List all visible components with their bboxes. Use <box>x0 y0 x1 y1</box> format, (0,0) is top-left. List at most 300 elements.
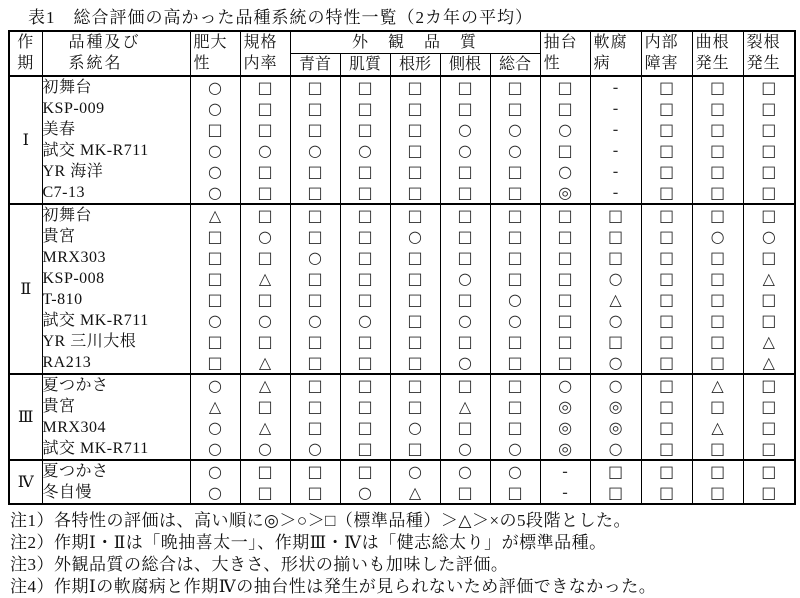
rating-cell: □ <box>390 204 440 226</box>
rating-cell: □ <box>540 226 590 247</box>
rating-cell: □ <box>290 482 340 504</box>
variety-name: 冬自慢 <box>42 482 190 504</box>
rating-cell: □ <box>641 182 692 204</box>
table-row <box>9 140 795 161</box>
rating-cell: □ <box>390 268 440 289</box>
rating-cell: - <box>540 482 590 504</box>
rating-cell: □ <box>490 268 540 289</box>
rating-cell: □ <box>340 438 390 460</box>
rating-cell: □ <box>440 331 490 352</box>
table-header <box>9 31 795 76</box>
rating-cell: □ <box>290 182 340 204</box>
rating-cell: ○ <box>190 417 240 438</box>
rating-cell: □ <box>240 76 290 98</box>
rating-cell: ○ <box>540 119 590 140</box>
period-group <box>9 204 795 374</box>
rating-cell: △ <box>190 396 240 417</box>
rating-cell: △ <box>440 396 490 417</box>
rating-cell: □ <box>340 204 390 226</box>
rating-cell: □ <box>692 204 743 226</box>
rating-cell: □ <box>340 396 390 417</box>
rating-cell: □ <box>540 352 590 374</box>
rating-cell: □ <box>290 161 340 182</box>
rating-cell: □ <box>390 140 440 161</box>
rating-cell: □ <box>743 417 795 438</box>
header-row-1 <box>9 31 795 54</box>
rating-cell: □ <box>743 119 795 140</box>
rating-cell: □ <box>490 417 540 438</box>
variety-name: KSP-009 <box>42 98 190 119</box>
rating-cell: □ <box>340 182 390 204</box>
rating-cell: □ <box>743 247 795 268</box>
col-header-internal-defect-line1: 内部 <box>644 34 679 51</box>
rating-cell: □ <box>240 460 290 482</box>
table-row <box>9 331 795 352</box>
rating-cell: ○ <box>440 310 490 331</box>
rating-cell: □ <box>440 161 490 182</box>
rating-cell: □ <box>692 460 743 482</box>
rating-cell: ○ <box>190 76 240 98</box>
rating-cell: □ <box>590 204 641 226</box>
col-header-standard-rate <box>240 31 290 76</box>
table-row <box>9 204 795 226</box>
variety-name: MRX304 <box>42 417 190 438</box>
rating-cell: □ <box>692 289 743 310</box>
col-header-bolting <box>540 31 590 76</box>
rating-cell: □ <box>743 204 795 226</box>
col-header-internal-defect <box>641 31 692 76</box>
rating-cell: □ <box>190 352 240 374</box>
rating-cell: □ <box>340 289 390 310</box>
rating-cell: △ <box>692 417 743 438</box>
rating-cell: □ <box>340 76 390 98</box>
rating-cell: □ <box>743 98 795 119</box>
variety-name: 試交 MK-R711 <box>42 438 190 460</box>
rating-cell: □ <box>641 161 692 182</box>
variety-name: 試交 MK-R711 <box>42 310 190 331</box>
rating-cell: □ <box>490 331 540 352</box>
rating-cell: ○ <box>490 438 540 460</box>
rating-cell: □ <box>340 331 390 352</box>
variety-name: 夏つかさ <box>42 374 190 396</box>
rating-cell: □ <box>240 247 290 268</box>
rating-cell: ○ <box>540 374 590 396</box>
rating-cell: □ <box>641 331 692 352</box>
col-header-bent-root-line1: 曲根 <box>695 34 730 51</box>
variety-name: YR 三川大根 <box>42 331 190 352</box>
rating-cell: □ <box>692 140 743 161</box>
rating-cell: - <box>590 119 641 140</box>
table-row <box>9 247 795 268</box>
col-header-standard-rate-line2: 内率 <box>243 55 278 72</box>
table-row <box>9 374 795 396</box>
rating-cell: ○ <box>290 310 340 331</box>
rating-cell: □ <box>692 98 743 119</box>
rating-cell: □ <box>340 98 390 119</box>
rating-cell: □ <box>240 98 290 119</box>
table-row <box>9 352 795 374</box>
rating-cell: ○ <box>692 226 743 247</box>
rating-cell: □ <box>692 396 743 417</box>
rating-cell: □ <box>490 482 540 504</box>
rating-cell: □ <box>240 204 290 226</box>
rating-cell: ○ <box>440 268 490 289</box>
rating-cell: □ <box>290 204 340 226</box>
col-header-soft-rot-line1: 軟腐 <box>593 34 628 51</box>
table-row <box>9 289 795 310</box>
rating-cell: ○ <box>190 161 240 182</box>
rating-cell: ○ <box>440 352 490 374</box>
rating-cell: □ <box>390 289 440 310</box>
rating-cell: □ <box>440 374 490 396</box>
rating-cell: □ <box>340 352 390 374</box>
col-header-split-root <box>743 31 795 76</box>
rating-cell: △ <box>743 268 795 289</box>
col-header-lateral-root: 側根 <box>440 54 490 77</box>
rating-cell: ○ <box>290 247 340 268</box>
col-header-internal-defect-line2: 障害 <box>644 55 679 72</box>
rating-cell: ◎ <box>590 396 641 417</box>
rating-cell: □ <box>490 226 540 247</box>
rating-cell: □ <box>590 331 641 352</box>
rating-cell: □ <box>490 352 540 374</box>
rating-cell: △ <box>590 289 641 310</box>
col-header-bolting-line1: 抽台 <box>543 34 578 51</box>
rating-cell: □ <box>692 76 743 98</box>
rating-cell: ○ <box>190 374 240 396</box>
rating-cell: □ <box>440 204 490 226</box>
rating-cell: △ <box>390 482 440 504</box>
period-label: Ⅰ <box>9 76 42 204</box>
rating-cell: □ <box>641 98 692 119</box>
rating-cell: □ <box>290 289 340 310</box>
rating-cell: □ <box>641 247 692 268</box>
rating-cell: ○ <box>240 226 290 247</box>
rating-cell: ○ <box>590 310 641 331</box>
rating-cell: □ <box>743 161 795 182</box>
rating-cell: □ <box>641 226 692 247</box>
rating-cell: ○ <box>490 310 540 331</box>
rating-cell: □ <box>490 374 540 396</box>
rating-cell: □ <box>290 331 340 352</box>
col-header-variety <box>42 31 190 76</box>
rating-cell: ○ <box>490 119 540 140</box>
rating-cell: □ <box>540 98 590 119</box>
table-row <box>9 482 795 504</box>
rating-cell: △ <box>743 352 795 374</box>
rating-cell: □ <box>440 417 490 438</box>
rating-cell: □ <box>390 161 440 182</box>
rating-cell: □ <box>290 76 340 98</box>
rating-cell: □ <box>641 204 692 226</box>
rating-cell: □ <box>390 310 440 331</box>
rating-cell: □ <box>240 289 290 310</box>
variety-name: T-810 <box>42 289 190 310</box>
rating-cell: □ <box>340 460 390 482</box>
col-header-enlargement <box>190 31 240 76</box>
rating-cell: - <box>590 140 641 161</box>
table-row <box>9 161 795 182</box>
rating-cell: □ <box>340 119 390 140</box>
rating-cell: ○ <box>190 98 240 119</box>
rating-cell: □ <box>490 161 540 182</box>
rating-cell: △ <box>240 374 290 396</box>
rating-cell: ◎ <box>540 182 590 204</box>
rating-cell: □ <box>390 182 440 204</box>
rating-cell: ○ <box>190 460 240 482</box>
rating-cell: □ <box>743 460 795 482</box>
table-row <box>9 417 795 438</box>
rating-cell: □ <box>540 76 590 98</box>
rating-cell: ○ <box>240 310 290 331</box>
variety-name: YR 海洋 <box>42 161 190 182</box>
page-title: 表1 総合評価の高かった品種系統の特性一覧（2カ年の平均） <box>28 8 533 27</box>
rating-cell: □ <box>340 226 390 247</box>
rating-cell: □ <box>390 352 440 374</box>
table-row <box>9 76 795 98</box>
rating-cell: □ <box>743 310 795 331</box>
table-row <box>9 119 795 140</box>
rating-cell: ○ <box>440 119 490 140</box>
rating-cell: □ <box>290 396 340 417</box>
rating-cell: □ <box>390 374 440 396</box>
rating-cell: □ <box>692 182 743 204</box>
rating-cell: □ <box>641 76 692 98</box>
rating-cell: □ <box>490 247 540 268</box>
rating-cell: □ <box>490 76 540 98</box>
rating-cell: □ <box>641 268 692 289</box>
rating-cell: □ <box>490 204 540 226</box>
table-row <box>9 182 795 204</box>
col-header-enlargement-line1: 肥大 <box>193 34 228 51</box>
rating-cell: □ <box>290 268 340 289</box>
rating-cell: △ <box>692 374 743 396</box>
rating-cell: □ <box>290 417 340 438</box>
col-header-bent-root <box>692 31 743 76</box>
rating-cell: - <box>590 161 641 182</box>
rating-cell: △ <box>240 417 290 438</box>
footnote: 注4）作期Ⅰの軟腐病と作期Ⅳの抽台性は発生が見られないため評価できなかった。 <box>10 577 657 596</box>
rating-cell: □ <box>692 482 743 504</box>
traits-table <box>8 30 796 505</box>
rating-cell: □ <box>340 374 390 396</box>
rating-cell: ○ <box>440 140 490 161</box>
col-header-soft-rot <box>590 31 641 76</box>
rating-cell: ○ <box>440 438 490 460</box>
table-row <box>9 310 795 331</box>
rating-cell: □ <box>641 374 692 396</box>
footnotes <box>8 510 795 598</box>
rating-cell: □ <box>540 140 590 161</box>
rating-cell: □ <box>290 374 340 396</box>
table-row <box>9 268 795 289</box>
period-label: Ⅲ <box>9 374 42 460</box>
col-header-standard-rate-line1: 規格 <box>243 34 278 51</box>
table-row <box>9 226 795 247</box>
rating-cell: □ <box>290 460 340 482</box>
rating-cell: ○ <box>590 352 641 374</box>
rating-cell: ○ <box>290 140 340 161</box>
rating-cell: □ <box>390 76 440 98</box>
rating-cell: □ <box>440 182 490 204</box>
rating-cell: □ <box>490 98 540 119</box>
table-row <box>9 396 795 417</box>
rating-cell: ○ <box>590 438 641 460</box>
rating-cell: □ <box>743 182 795 204</box>
footnote: 注1）各特性の評価は、高い順に◎＞○＞□（標準品種）＞△＞×の5段階とした。 <box>10 511 632 530</box>
rating-cell: △ <box>190 204 240 226</box>
variety-name: MRX303 <box>42 247 190 268</box>
rating-cell: □ <box>240 119 290 140</box>
rating-cell: ○ <box>590 374 641 396</box>
rating-cell: □ <box>340 247 390 268</box>
rating-cell: □ <box>190 331 240 352</box>
rating-cell: ○ <box>490 460 540 482</box>
rating-cell: □ <box>190 289 240 310</box>
col-header-split-root-line1: 裂根 <box>746 34 781 51</box>
rating-cell: □ <box>390 98 440 119</box>
rating-cell: □ <box>692 247 743 268</box>
rating-cell: □ <box>540 289 590 310</box>
rating-cell: □ <box>540 247 590 268</box>
rating-cell: □ <box>540 268 590 289</box>
period-group <box>9 76 795 204</box>
rating-cell: □ <box>390 247 440 268</box>
rating-cell: □ <box>692 161 743 182</box>
rating-cell: □ <box>190 247 240 268</box>
rating-cell: □ <box>390 119 440 140</box>
rating-cell: □ <box>190 268 240 289</box>
period-label: Ⅳ <box>9 460 42 504</box>
col-header-bent-root-line2: 発生 <box>695 55 730 72</box>
rating-cell: □ <box>390 438 440 460</box>
rating-cell: □ <box>641 417 692 438</box>
rating-cell: □ <box>743 438 795 460</box>
rating-cell: ○ <box>440 460 490 482</box>
col-header-variety-line2: 系統名 <box>68 55 123 72</box>
rating-cell: □ <box>641 460 692 482</box>
rating-cell: ○ <box>190 310 240 331</box>
rating-cell: □ <box>743 140 795 161</box>
rating-cell: □ <box>692 352 743 374</box>
rating-cell: □ <box>743 396 795 417</box>
rating-cell: □ <box>641 352 692 374</box>
rating-cell: - <box>540 460 590 482</box>
rating-cell: □ <box>692 331 743 352</box>
rating-cell: ◎ <box>540 396 590 417</box>
rating-cell: □ <box>190 226 240 247</box>
rating-cell: □ <box>641 289 692 310</box>
rating-cell: ○ <box>340 310 390 331</box>
variety-name: 試交 MK-R711 <box>42 140 190 161</box>
rating-cell: □ <box>440 247 490 268</box>
rating-cell: ○ <box>340 140 390 161</box>
rating-cell: □ <box>590 482 641 504</box>
rating-cell: ○ <box>290 438 340 460</box>
rating-cell: ○ <box>190 482 240 504</box>
rating-cell: □ <box>590 226 641 247</box>
rating-cell: □ <box>540 310 590 331</box>
variety-name: C7-13 <box>42 182 190 204</box>
rating-cell: □ <box>290 119 340 140</box>
rating-cell: □ <box>340 161 390 182</box>
variety-name: 貴宮 <box>42 226 190 247</box>
rating-cell: ○ <box>240 438 290 460</box>
variety-name: 初舞台 <box>42 76 190 98</box>
rating-cell: △ <box>240 352 290 374</box>
col-header-period-line2: 期 <box>17 55 35 72</box>
rating-cell: □ <box>290 352 340 374</box>
col-header-period-line1: 作 <box>17 34 35 51</box>
period-group <box>9 374 795 460</box>
rating-cell: ◎ <box>590 417 641 438</box>
rating-cell: □ <box>240 331 290 352</box>
rating-cell: □ <box>290 226 340 247</box>
rating-cell: □ <box>590 247 641 268</box>
rating-cell: □ <box>692 310 743 331</box>
period-label: Ⅱ <box>9 204 42 374</box>
table-row <box>9 460 795 482</box>
rating-cell: □ <box>490 182 540 204</box>
rating-cell: □ <box>743 374 795 396</box>
footnote: 注3）外観品質の総合は、大きさ、形状の揃いも加味した評価。 <box>10 555 509 574</box>
rating-cell: □ <box>440 226 490 247</box>
rating-cell: □ <box>440 98 490 119</box>
rating-cell: □ <box>340 268 390 289</box>
rating-cell: ○ <box>190 140 240 161</box>
col-header-green-neck: 青首 <box>290 54 340 77</box>
variety-name: RA213 <box>42 352 190 374</box>
rating-cell: □ <box>240 482 290 504</box>
rating-cell: □ <box>440 76 490 98</box>
rating-cell: □ <box>641 396 692 417</box>
rating-cell: □ <box>692 119 743 140</box>
rating-cell: □ <box>743 289 795 310</box>
rating-cell: - <box>590 98 641 119</box>
rating-cell: □ <box>490 396 540 417</box>
rating-cell: △ <box>240 268 290 289</box>
rating-cell: □ <box>641 438 692 460</box>
rating-cell: □ <box>590 460 641 482</box>
rating-cell: □ <box>641 140 692 161</box>
variety-name: 美春 <box>42 119 190 140</box>
col-header-variety-line1: 品種及び <box>68 34 141 51</box>
rating-cell: ○ <box>490 289 540 310</box>
rating-cell: ○ <box>490 140 540 161</box>
table-row <box>9 98 795 119</box>
rating-cell: ○ <box>390 460 440 482</box>
rating-cell: □ <box>340 417 390 438</box>
variety-name: 夏つかさ <box>42 460 190 482</box>
rating-cell: ○ <box>190 438 240 460</box>
rating-cell: ○ <box>390 226 440 247</box>
col-header-root-shape: 根形 <box>390 54 440 77</box>
rating-cell: - <box>590 182 641 204</box>
rating-cell: □ <box>240 161 290 182</box>
rating-cell: □ <box>390 396 440 417</box>
rating-cell: ○ <box>340 482 390 504</box>
rating-cell: □ <box>240 182 290 204</box>
rating-cell: □ <box>440 289 490 310</box>
rating-cell: □ <box>440 482 490 504</box>
rating-cell: □ <box>190 119 240 140</box>
rating-cell: ○ <box>390 417 440 438</box>
rating-cell: ○ <box>590 268 641 289</box>
rating-cell: △ <box>743 331 795 352</box>
col-header-appearance-group: 外 観 品 質 <box>290 31 540 54</box>
rating-cell: - <box>590 76 641 98</box>
rating-cell: □ <box>290 98 340 119</box>
